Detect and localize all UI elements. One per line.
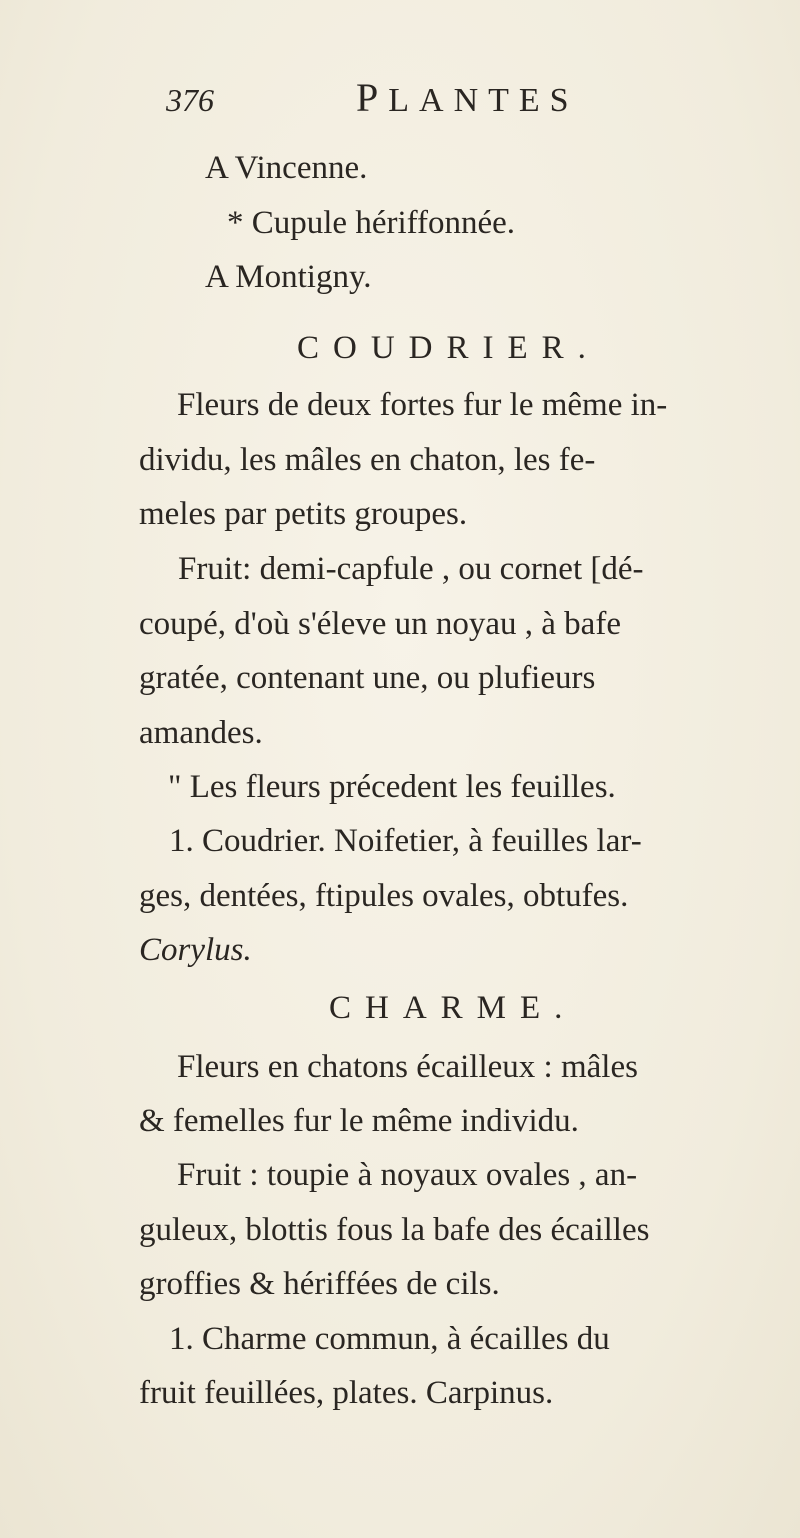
text-line: * Cupule hériffonnée. [227, 205, 516, 241]
text-line: 1. Charme commun, à écailles du [169, 1321, 610, 1357]
text-line: Fruit : toupie à noyaux ovales , an- [177, 1157, 638, 1193]
text-line: amandes. [139, 715, 263, 751]
text-line: ges, dentées, ftipules ovales, obtufes. [139, 878, 629, 914]
text-line: Fleurs de deux fortes fur le même in- [177, 387, 668, 423]
page-number: 376 [166, 82, 214, 118]
running-title: PLANTES [356, 75, 579, 120]
text-line: fruit feuillées, plates. Carpinus. [139, 1375, 554, 1411]
section-heading-charme: CHARME. [329, 990, 577, 1026]
text-line: Fleurs en chatons écailleux : mâles [177, 1049, 638, 1085]
text-line: " Les fleurs précedent les feuilles. [168, 769, 616, 805]
text-line: A Vincenne. [205, 150, 368, 186]
text-line: meles par petits groupes. [139, 496, 468, 532]
text-line: groffies & hériffées de cils. [139, 1266, 500, 1302]
text-line: coupé, d'où s'éleve un noyau , à bafe [139, 606, 621, 642]
section-heading-coudrier: COUDRIER. [297, 330, 600, 366]
text-line: guleux, blottis fous la bafe des écailles [139, 1212, 650, 1248]
text-line: gratée, contenant une, ou plufieurs [139, 660, 596, 696]
text-line: dividu, les mâles en chaton, les fe- [139, 442, 596, 478]
text-line: 1. Coudrier. Noifetier, à feuilles lar- [169, 823, 642, 859]
text-line: & femelles fur le même individu. [139, 1103, 579, 1139]
text-line: A Montigny. [205, 259, 372, 295]
latin-name: Corylus. [139, 932, 252, 968]
text-line: Fruit: demi-capfule , ou cornet [dé- [178, 551, 644, 587]
